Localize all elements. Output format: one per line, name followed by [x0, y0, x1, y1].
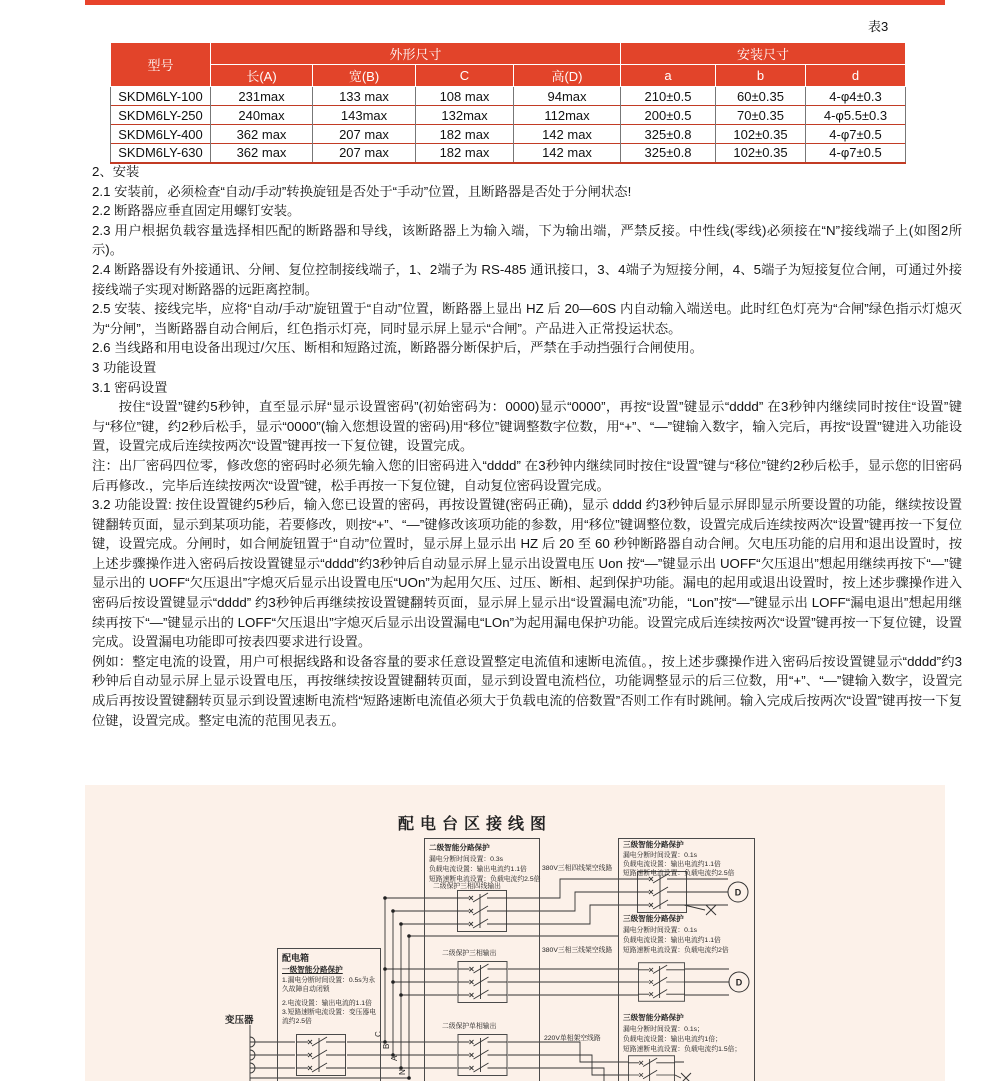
wiring-diagram [85, 785, 945, 1081]
level3-setting: 负载电流设置：输出电流约1.1倍 [623, 861, 721, 868]
bus-label: C [374, 1031, 383, 1037]
paragraph-example: 例如：整定电流的设置，用户可根据线路和设备容量的要求任意设置整定电流值和速断电流值。，按上述步骤操作进入密码后按设置键显示“dddd”约3秒钟后自动显示屏上显示设置电压，再按继续按设置键翻转页面，显示到设置电流档位，功能调整显示的后三位数，用“+”、“—”键输入数字，设置完成后再按设置键翻转页显示到设置速断电流档“短路速断电流值必须大于负载电流的倍数置”否则工作有时跳闸。输入完成后按两次“设置”键再按一下复位键，设置完成。整定电流的范围见表五。 [92, 653, 962, 728]
table-subheader-row [111, 65, 906, 87]
col-header: 高(D) [514, 65, 621, 87]
col-header: a [621, 65, 716, 87]
cell: 108 max [416, 87, 514, 106]
bus-lines [385, 898, 409, 1078]
table-row [111, 87, 906, 106]
level2-output-label: 二级保护三相输出 [442, 950, 497, 957]
level3-setting: 漏电分断时间设置：0.1s [623, 852, 698, 859]
cell: 142 max [514, 125, 621, 144]
cell: 4-φ7±0.5 [806, 125, 906, 144]
cell: 4-φ5.5±0.3 [806, 106, 906, 125]
cell: 70±0.35 [716, 106, 806, 125]
col-header: d [806, 65, 906, 87]
level3-title: 三级智能分路保护 [623, 840, 684, 849]
level2-output-label: 二级保护三相四线输出 [433, 883, 501, 890]
cell: 362 max [211, 144, 313, 163]
table-row [111, 106, 906, 125]
dist-box-setting: 2.电流设置：输出电流的1.1倍 [282, 1000, 372, 1007]
cell: 142 max [514, 144, 621, 163]
table-caption: 表3 [868, 19, 889, 34]
page-top-rule [85, 0, 945, 5]
cell-model: SKDM6LY-250 [111, 106, 211, 125]
cell: 207 max [313, 125, 416, 144]
motor-label: D [734, 887, 742, 898]
cell: 112max [514, 106, 621, 125]
level3-setting: 漏电分断时间设置：0.1s； [623, 1026, 704, 1033]
col-header: 长(A) [211, 65, 313, 87]
level3-title: 三级智能分路保护 [623, 1013, 684, 1022]
cell-model: SKDM6LY-630 [111, 144, 211, 163]
cell: 132max [416, 106, 514, 125]
cell: 362 max [211, 125, 313, 144]
table-row [111, 125, 906, 144]
cell-model: SKDM6LY-400 [111, 125, 211, 144]
diagram-title: 配电台区接线图 [397, 816, 552, 833]
col-header: b [716, 65, 806, 87]
col-header-model: 型号 [111, 43, 211, 87]
cell: 60±0.35 [716, 87, 806, 106]
paragraph-2-5: 2.5 安装、接线完毕，应将“自动/手动”旋钮置于“自动”位置，断路器上显出 HZ 后 20—60S 内自动输入端送电。此时红色灯亮为“合闸”绿色指示灯熄灭为“分闸”，当断路器自动合闸后，红色指示灯亮，同时显示屏上显示“合闸”。产品进入正常投运状态。 [92, 301, 962, 336]
paragraph-2-2: 2.2 断路器应垂直固定用螺钉安装。 [92, 203, 301, 219]
col-header: C [416, 65, 514, 87]
paragraph-2-1: 2.1 安装前，必须检查“自动/手动”转换旋钮是否处于“手动”位置，且断路器是否处于分闸状态! [92, 183, 632, 199]
paragraph-3-1-note: 注：出厂密码四位零，修改您的密码时必须先输入您的旧密码进入“dddd” 在3秒钟内继续同时按住“设置”键与“移位”键约2秒后松手，显示您的旧密码后再修改.，完毕后连续按两次“设置”键，松手再按一下复位键，自动复位密码设置完成。 [92, 457, 962, 493]
section-heading-password: 3.1 密码设置 [92, 379, 168, 395]
line-type-label: 380V三相三线架空线路 [542, 947, 613, 954]
level3-setting: 负载电流设置：输出电流约1.1倍 [623, 937, 721, 944]
bus-label: N [398, 1069, 407, 1075]
dist-box-setting: 3.短路速断电流设置：变压器电流约2.5倍 [282, 1009, 377, 1025]
line-type-label: 380V三相四线架空线路 [542, 865, 613, 872]
paragraph-3-2: 3.2 功能设置: 按住设置键约5秒后，输入您已设置的密码，再按设置键(密码正确)，显示 dddd 约3秒钟后显示屏即显示所要设置的功能，继续按设置键翻转页面，显示到某项功能，若要修改，则按“+”、“—”键修改该项功能的参数，用“移位”键调整位数，设置完成后连续按两次“设置”键再按一下复位键，设置完成。分闸时，如合闸旋钮置于“自动”位置时，显示屏上显示出 HZ 后 20 至 60 秒钟断路器自动合闸。欠电压功能的启用和退出设置时，按上述步骤操作进入密码后按设置键显示“dddd”约3秒钟后自动显示屏上显示出设置电压 Uon 按“—”键显示出 UOFF“欠压退出”想起用继续再按下“—”键显示出的 UOFF“欠压退出”字熄灭后显示出设置电压“UOn”为起用欠压、过压、断相、起到保护功能。漏电的起用或退出设置时，按上述步骤操作进入密码后按设置键显示“dddd” 约3秒钟后再继续按设置键翻转页面，显示屏上显示出“设置漏电流”功能，“Lon”按“—”键显示出 LOFF“漏电退出”想起用继续再按下“—”键显示出的 LOFF“欠压退出”字熄灭后显示出设置漏电“LOn”为起用漏电保护功能。设置完成后连续按两次“设置”键再按一下复位键，设置完成。设置漏电功能即可按表四要求进行设置。 [92, 497, 962, 650]
cell: 325±0.8 [621, 125, 716, 144]
level2-setting: 漏电分断时间设置：0.3s [429, 856, 504, 863]
cell: 325±0.8 [621, 144, 716, 163]
level3-setting: 短路速断电流设置：负载电流约1.5倍； [623, 1046, 742, 1053]
cell: 102±0.35 [716, 144, 806, 163]
cell: 4-φ4±0.3 [806, 87, 906, 106]
transformer-label: 变压器 [225, 1015, 254, 1026]
level2-output-label: 二级保护单相输出 [442, 1023, 497, 1030]
col-header: 宽(B) [313, 65, 416, 87]
cell: 102±0.35 [716, 125, 806, 144]
cell: 94max [514, 87, 621, 106]
dist-box-subtitle: 一级智能分路保护 [282, 965, 343, 974]
cell: 200±0.5 [621, 106, 716, 125]
cell: 210±0.5 [621, 87, 716, 106]
bus-label: A [390, 1055, 399, 1061]
level3-setting: 短路速断电流设置：负载电流约2.5倍 [623, 870, 735, 877]
cell: 182 max [416, 144, 514, 163]
col-group-shape: 外形尺寸 [211, 43, 621, 65]
paragraph-2-6: 2.6 当线路和用电设备出现过/欠压、断相和短路过流，断路器分断保护后，严禁在手动挡强行合闸使用。 [92, 340, 703, 356]
paragraph-3-1: 按住“设置”键约5秒钟，直至显示屏“显示设置密码”(初始密码为：0000)显示“0000”，再按“设置”键显示“dddd” 在3秒钟内继续同时按住“设置”键与“移位”键，约2秒后松手，显示“0000”(输入您想设置的密码)用“移位”键调整数字位数，用“+”、“—”键输入数字，输入完后，再按“设置”键进入功能设置，设置完成后连续按两次“设置”键再按一下复位键，设置完成。 [92, 399, 962, 454]
cell: 207 max [313, 144, 416, 163]
paragraph-2-3: 2.3 用户根据负载容量选择相匹配的断路器和导线，该断路器上为输入端，下为输出端，严禁反接。中性线(零线)必须接在“N”接线端子上(如图2所示)。 [92, 222, 962, 258]
level3-title: 三级智能分路保护 [623, 914, 684, 923]
level2-setting: 负载电流设置：输出电流约1.1倍 [429, 866, 527, 873]
level2-title: 二级智能分路保护 [429, 843, 490, 852]
line-type-label: 220V单相架空线路 [544, 1035, 601, 1042]
cell: 231max [211, 87, 313, 106]
dist-box-setting: 1.漏电分断时间设置：0.5s为永久故障自动闭锁 [282, 977, 376, 993]
level3-setting: 短路速断电流设置：负载电流约2倍 [623, 947, 729, 954]
col-group-mount: 安装尺寸 [621, 43, 906, 65]
dist-box-title: 配电箱 [282, 953, 310, 963]
manual-body-text [92, 162, 962, 730]
cell: 143max [313, 106, 416, 125]
cell-model: SKDM6LY-100 [111, 87, 211, 106]
cell: 240max [211, 106, 313, 125]
bus-label: B [382, 1043, 391, 1049]
section-heading-install: 2、安装 [92, 164, 140, 179]
cell: 182 max [416, 125, 514, 144]
level2-setting: 短路速断电流设置：负载电流约2.5倍 [429, 876, 541, 883]
level3-setting: 负载电流设置：输出电流约1倍； [623, 1036, 722, 1043]
paragraph-2-4: 2.4 断路器设有外接通讯、分闸、复位控制接线端子，1、2端子为 RS-485 通讯接口，3、4端子为短接分闸，4、5端子为短接复位合闸，可通过外接接线端子实现对断路器的远距离控制。 [92, 261, 962, 297]
transformer-icon [250, 1025, 255, 1081]
cell: 4-φ7±0.5 [806, 144, 906, 163]
dimension-spec-table [110, 42, 906, 164]
motor-label: D [735, 977, 743, 988]
cell: 133 max [313, 87, 416, 106]
level3-setting: 漏电分断时间设置：0.1s [623, 927, 698, 934]
section-heading-function: 3 功能设置 [92, 359, 157, 375]
table-row [111, 144, 906, 163]
table-header-row [111, 43, 906, 65]
